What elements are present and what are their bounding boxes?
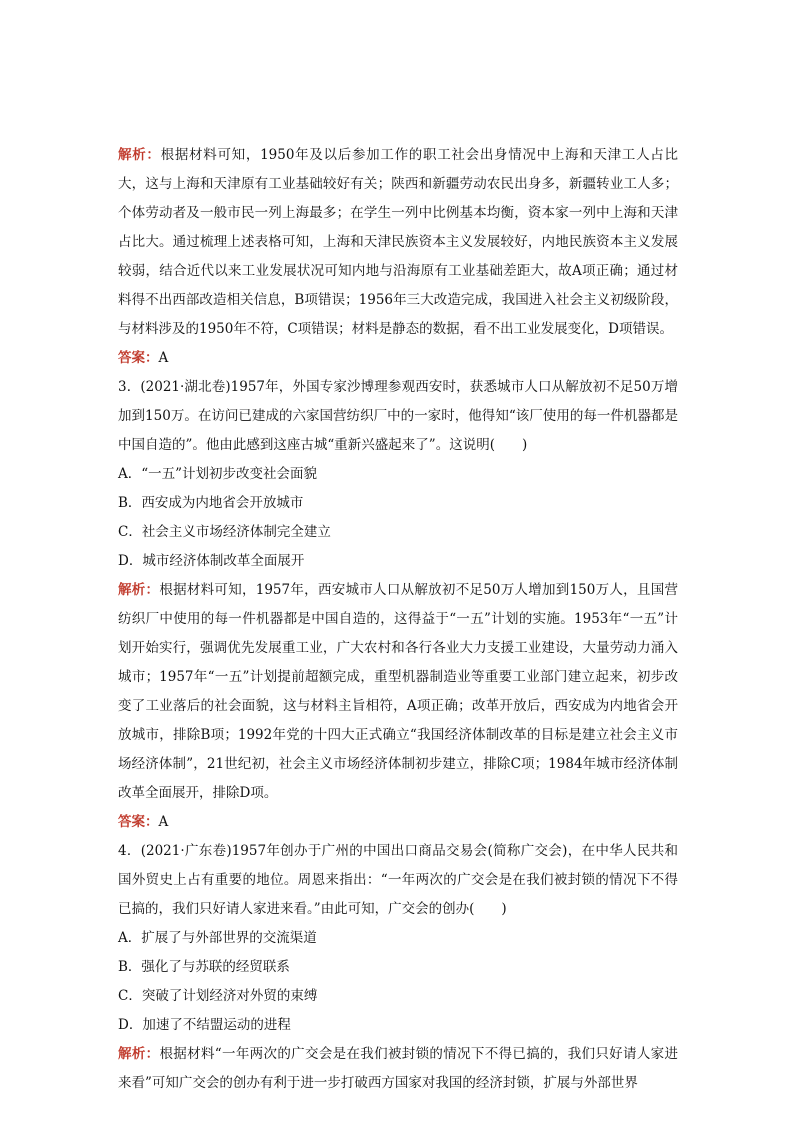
question-3-option-c: C．社会主义市场经济体制完全建立: [118, 524, 331, 540]
question-4-analysis: [118, 1040, 678, 1098]
analysis-label: 解析：: [118, 582, 160, 598]
answer-label: 答案：: [118, 814, 159, 830]
answer-block-2: [118, 344, 678, 373]
question-3-option-b: B．西安成为内地省会开放城市: [118, 495, 304, 511]
analysis-text: 根据材料可知，1957年，西安城市人口从解放初不足50万人增加到150万人，且国营纺织厂中使用的每一件机器都是中国自造的，这得益于“一五”计划的实施。1953年“一五”计划开始实行，强调优先发展重工业，广大农村和各行各业大力支援工业建设，大量劳动力涌入城市；1957年“一五”计划提前超额完成，重型机器制造业等重要工业部门建立起来，初步改变了工业落后的社会面貌，这与材料主旨相符，A项正确；改革开放后，西安成为内地省会开放城市，排除B项；1992年党的十四大正式确立“我国经济体制改革的目标是建立社会主义市场经济体制”，21世纪初，社会主义市场经济体制初步建立，排除C项；1984年城市经济体制改革全面展开，排除D项。: [118, 582, 678, 801]
question-4-stem: 4．(2021·广东卷)1957年创办于广州的中国出口商品交易会(简称广交会)，在中华人民共和国外贸史上占有重要的地位。周恩来指出：“一年两次的广交会是在我们被封锁的情况下不得已搞的，我们只好请人家进来看。”由此可知，广交会的创办( ): [118, 843, 678, 917]
question-3-stem: 3．(2021·湖北卷)1957年，外国专家沙博理参观西安时，获悉城市人口从解放初不足50万增加到150万。在访问已建成的六家国营纺织厂中的一家时，他得知“该厂使用的每一件机器都是中国自造的”。他由此感到这座古城“重新兴盛起来了”。这说明( ): [118, 379, 678, 453]
question-3-answer: [118, 808, 678, 837]
question-4-option-d: D．加速了不结盟运动的进程: [118, 1017, 291, 1033]
question-3-option-a: A．“一五”计划初步改变社会面貌: [118, 466, 318, 482]
answer-value: A: [158, 350, 169, 366]
answer-label: 答案：: [118, 350, 159, 366]
analysis-block-2: [118, 141, 678, 344]
analysis-label: 解析：: [118, 1046, 160, 1062]
question-4-option-a: A．扩展了与外部世界的交流渠道: [118, 930, 317, 946]
analysis-text: 根据材料“一年两次的广交会是在我们被封锁的情况下不得已搞的，我们只好请人家进来看”可知广交会的创办有利于进一步打破西方国家对我国的经济封锁，扩展与外部世界: [118, 1046, 678, 1091]
analysis-text: 根据材料可知，1950年及以后参加工作的职工社会出身情况中上海和天津工人占比大，这与上海和天津原有工业基础较好有关；陕西和新疆劳动农民出身多，新疆转业工人多；个体劳动者及一般市民一列上海最多；在学生一列中比例基本均衡，资本家一列中上海和天津占比大。通过梳理上述表格可知，上海和天津民族资本主义发展较好，内地民族资本主义发展较弱，结合近代以来工业发展状况可知内地与沿海原有工业基础差距大，故A项正确；通过材料得不出西部改造相关信息，B项错误；1956年三大改造完成，我国进入社会主义初级阶段，与材料涉及的1950年不符，C项错误；材料是静态的数据，看不出工业发展变化，D项错误。: [118, 147, 679, 337]
question-3-analysis: [118, 576, 678, 808]
question-4-option-b: B．强化了与苏联的经贸联系: [118, 959, 290, 975]
document-page: [118, 141, 678, 1098]
question-3-option-d: D．城市经济体制改革全面展开: [118, 553, 305, 569]
question-4-option-c: C．突破了计划经济对外贸的束缚: [118, 988, 318, 1004]
answer-value: A: [158, 814, 169, 830]
analysis-label: 解析：: [118, 147, 161, 163]
